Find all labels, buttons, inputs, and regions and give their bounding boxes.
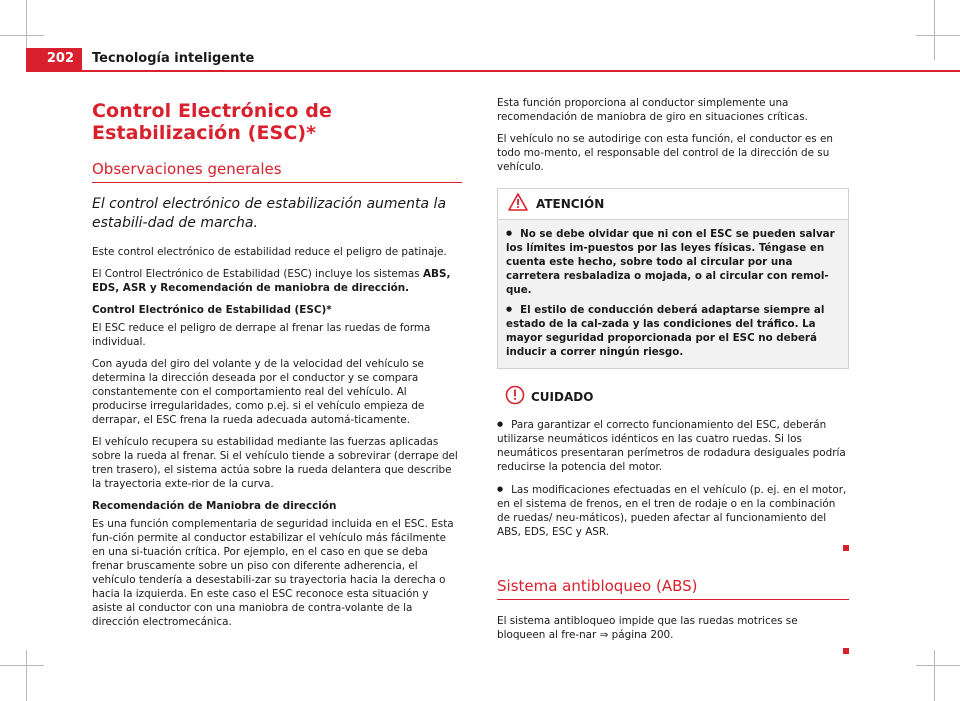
warning-header	[498, 189, 848, 220]
caution-exclamation-icon	[505, 385, 531, 409]
paragraph-text: El Control Electrónico de Estabilidad (ESC) incluye los sistemas	[92, 268, 423, 280]
warning-title: ATENCIÓN	[536, 197, 605, 211]
crop-mark	[934, 650, 935, 701]
crop-mark	[916, 35, 960, 36]
header-rule	[26, 70, 960, 72]
page-title: Control Electrónico de Estabilización (ESC)*	[92, 100, 332, 144]
paragraph-bold-text: ABS, EDS, ASR y Recomendación de maniobra de dirección.	[92, 268, 451, 294]
paragraph: Este control electrónico de estabilidad reduce el peligro de patinaje.	[92, 246, 447, 258]
paragraph: Con ayuda del giro del volante y de la velocidad del vehículo se determina la dirección deseada por el conductor y se compara constantemente con el comportamiento real del vehículo. Al producirse irregularidades, como p.ej. si el vehículo empieza de derrapar, el ESC frena la rueda adecuada automá-ticamente.	[92, 358, 425, 426]
subheading: Recomendación de Maniobra de dirección	[92, 500, 337, 512]
caution-header	[497, 385, 849, 409]
right-column	[497, 96, 849, 654]
page-number: 202	[26, 48, 82, 70]
warning-box	[497, 188, 849, 369]
warning-item: ● El estilo de conducción deberá adaptarse siempre al estado de la cal-zada y las condiciones del tráfico. La mayor seguridad proporcionada por el ESC no deberá inducir a correr ningún riesgo.	[506, 302, 842, 359]
lead-text: El control electrónico de estabilización aumenta la estabili-dad de marcha.	[92, 196, 447, 231]
caution-item: ● Para garantizar el correcto funcionamiento del ESC, deberán utilizarse neumáticos idénticos en las cuatro ruedas. Si los neumáticos presentaran perímetros de rodadura desiguales podría reducirse la potencia del motor.	[497, 417, 849, 474]
crop-mark	[26, 650, 27, 701]
warning-item: ● No se debe olvidar que ni con el ESC se pueden salvar los límites im-puestos por las leyes físicas. Téngase en cuenta este hecho, sobre todo al circular por una carretera resbaladiza o mojada, o al circular con remol-que.	[506, 226, 842, 297]
warning-body	[498, 220, 848, 368]
paragraph: Esta función proporciona al conductor simplemente una recomendación de maniobra de giro en situaciones críticas.	[497, 97, 808, 123]
caution-item: ● Las modificaciones efectuadas en el vehículo (p. ej. en el motor, en el sistema de frenos, en el tren de rodaje o en la combinación de ruedas/ neu-máticos), pueden afectar al funcionamiento del ABS, EDS, ESC y ASR.	[497, 482, 849, 539]
warning-triangle-icon	[508, 193, 536, 215]
crop-mark	[916, 665, 960, 666]
section-end-mark	[843, 545, 849, 551]
caution-title: CUIDADO	[531, 390, 594, 404]
section-end-mark	[843, 648, 849, 654]
crop-mark	[0, 665, 44, 666]
abs-section	[497, 577, 849, 654]
crop-mark	[934, 0, 935, 60]
paragraph: El ESC reduce el peligro de derrape al frenar las ruedas de forma individual.	[92, 322, 431, 348]
section-title-abs: Sistema antibloqueo (ABS)	[497, 577, 849, 600]
paragraph: Es una función complementaria de seguridad incluida en el ESC. Esta fun-ción permite al conductor estabilizar el vehículo más fácilmente en una si-tuación crítica. Por ejemplo, en el caso en que se deba frenar bruscamente sobre un piso con diferente adherencia, el vehículo tendería a desestabili-zar su trayectoria hacia la derecha o hacia la izquierda. En este caso el ESC reconoce esta situación y asiste al conductor con una maniobra de contra-volante de la dirección electromecánica.	[92, 518, 454, 628]
section-title-observaciones: Observaciones generales	[92, 160, 462, 183]
crop-mark	[0, 35, 44, 36]
subheading: Control Electrónico de Estabilidad (ESC)*	[92, 304, 332, 316]
paragraph: El sistema antibloqueo impide que las ruedas motrices se bloqueen al fre-nar ⇒ página 200.	[497, 615, 798, 641]
running-title: Tecnología inteligente	[92, 51, 255, 66]
paragraph: El vehículo no se autodirige con esta función, el conductor es en todo mo-mento, el responsable del control de la dirección de su vehículo.	[497, 133, 833, 173]
left-column	[92, 96, 462, 637]
paragraph: El vehículo recupera su estabilidad mediante las fuerzas aplicadas sobre la rueda al frenar. Si el vehículo tiende a sobrevirar (derrape del tren trasero), el sistema actúa sobre la rueda delantera que describe la trayectoria exte-rior de la curva.	[92, 436, 458, 490]
paragraph	[92, 267, 462, 295]
